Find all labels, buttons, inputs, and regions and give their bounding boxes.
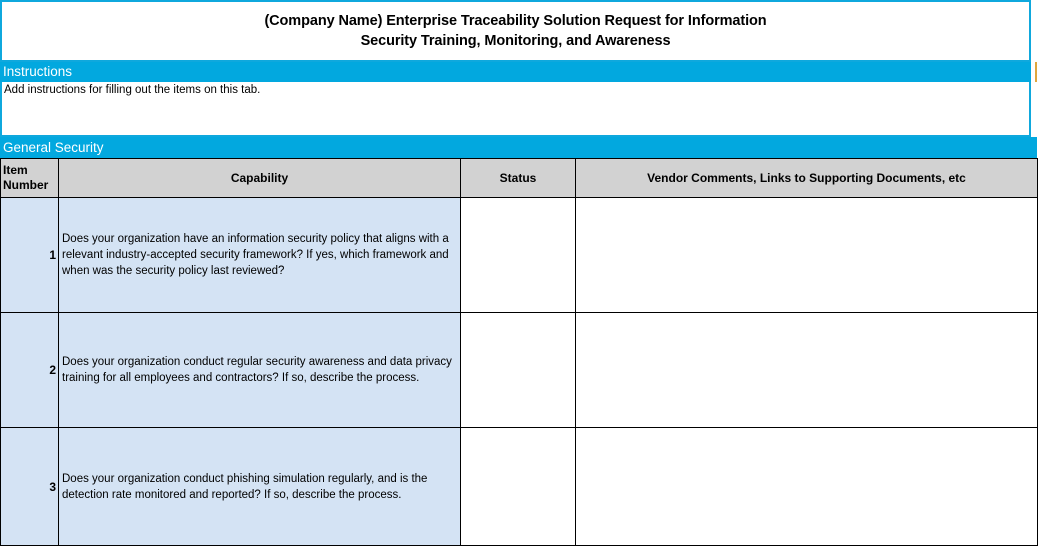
- table-body: [1, 198, 1038, 546]
- cell-vendor-comments[interactable]: [576, 428, 1038, 546]
- cell-item-number[interactable]: 3: [1, 428, 59, 546]
- table-row: [1, 313, 1038, 428]
- document-title-block: [0, 0, 1031, 62]
- cell-status[interactable]: [461, 428, 576, 546]
- cell-status[interactable]: [461, 198, 576, 313]
- instructions-body-cell[interactable]: [0, 82, 1031, 137]
- instructions-body-text: Add instructions for filling out the items on this tab.: [4, 84, 261, 96]
- cell-vendor-comments[interactable]: [576, 313, 1038, 428]
- cell-capability[interactable]: Does your organization have an information security policy that aligns with a relevant industry-accepted security framework? If yes, which framework and when was the security policy last reviewed?: [59, 198, 461, 313]
- page-title-line-1: (Company Name) Enterprise Traceability Solution Request for Information: [264, 13, 767, 29]
- cell-status[interactable]: [461, 313, 576, 428]
- capability-table: [0, 158, 1038, 546]
- table-header-row-group: [1, 159, 1038, 198]
- general-security-section-header: [0, 137, 1037, 158]
- column-header-status[interactable]: Status: [461, 159, 576, 198]
- instructions-section-header: [0, 62, 1031, 82]
- general-security-heading-label: General Security: [3, 139, 104, 155]
- page-title-line-2: Security Training, Monitoring, and Awareness: [360, 33, 671, 49]
- cell-item-number[interactable]: 2: [1, 313, 59, 428]
- cell-capability[interactable]: Does your organization conduct phishing simulation regularly, and is the detection rate monitored and reported? If so, describe the process.: [59, 428, 461, 546]
- cell-capability[interactable]: Does your organization conduct regular security awareness and data privacy training for all employees and contractors? If so, describe the process.: [59, 313, 461, 428]
- cell-vendor-comments[interactable]: [576, 198, 1038, 313]
- column-header-item-number-line-1: Item: [3, 163, 28, 177]
- table-header-row: [1, 159, 1038, 198]
- column-header-vendor-comments[interactable]: Vendor Comments, Links to Supporting Documents, etc: [576, 159, 1038, 198]
- column-header-item-number[interactable]: [1, 159, 59, 198]
- column-header-item-number-line-2: Number: [3, 178, 49, 192]
- column-header-capability[interactable]: Capability: [59, 159, 461, 198]
- table-row: [1, 428, 1038, 546]
- right-edge-marker: [1035, 62, 1037, 82]
- instructions-heading-label: Instructions: [3, 64, 73, 80]
- cell-item-number[interactable]: 1: [1, 198, 59, 313]
- table-row: [1, 198, 1038, 313]
